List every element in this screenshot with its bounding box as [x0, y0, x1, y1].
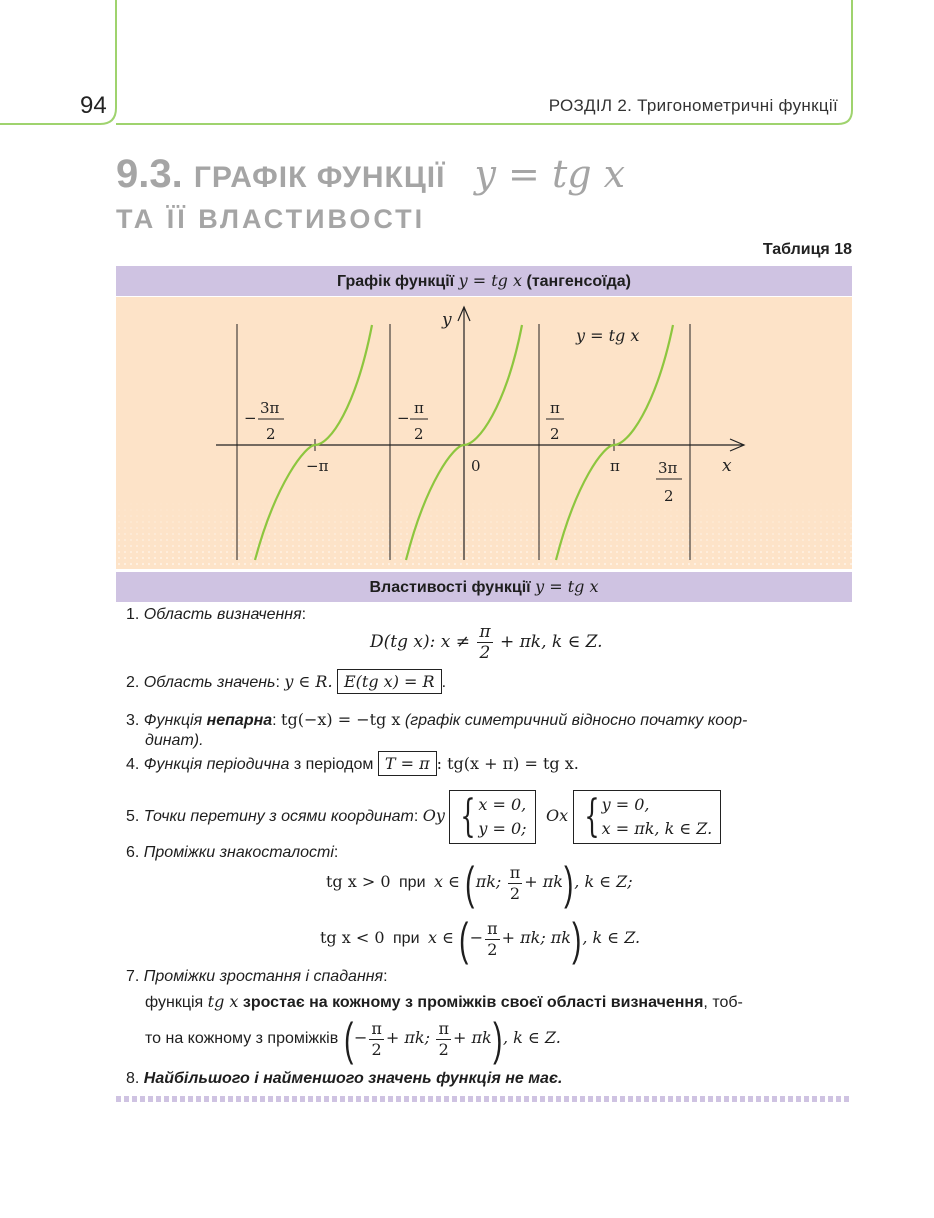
- property-7-number: 7.: [126, 968, 140, 985]
- p6-l2-e: , k ∈ Z.: [582, 928, 641, 948]
- property-6-title: 6. Проміжки знакосталості:: [126, 844, 339, 861]
- p6-l2-d: + πk; πk: [501, 928, 571, 948]
- graph-header-suffix: (тангенсоїда): [526, 273, 631, 290]
- section-subtitle: ТА ЇЇ ВЛАСТИВОСТІ: [116, 204, 426, 234]
- property-6-label: Проміжки знакосталості: [143, 844, 334, 861]
- tick-label-neg-pi: −π: [306, 457, 329, 475]
- p6-l1-den: 2: [509, 883, 521, 903]
- ox-row-1: y = 0,: [601, 795, 650, 814]
- section-title-formula: y = tg x: [474, 152, 626, 196]
- right-paren: ): [492, 1013, 502, 1065]
- p6-l1-in: x ∈: [433, 872, 460, 892]
- property-3-label: Функція: [143, 712, 203, 729]
- p6-l1-e: , k ∈ Z;: [574, 872, 633, 892]
- tick-label-pi: π: [610, 457, 620, 475]
- p1-formula-a: D(tg x): x ≠: [370, 632, 470, 652]
- property-7-line-1: [145, 992, 743, 1012]
- p6-l1-ineq: tg x > 0: [326, 872, 391, 892]
- right-paren: ): [564, 857, 574, 909]
- property-6-number: 6.: [126, 844, 140, 861]
- property-7-label: Проміжки зростання і спадання: [143, 968, 384, 985]
- graph-header: [116, 266, 852, 296]
- p7-l2-c: −: [353, 1028, 368, 1048]
- property-2: 2. Область значень: y ∈ R. E(tg x) = R .: [126, 672, 446, 692]
- brace-icon: {: [460, 791, 477, 842]
- x-axis-label: x: [722, 456, 732, 476]
- p7-l1-bold: зростає на кожному з проміжків своєї області визначення: [242, 994, 704, 1011]
- property-3-formula: tg(−x) = −tg x: [281, 710, 401, 729]
- page-frame: [0, 0, 934, 140]
- p7-l2-den2: 2: [438, 1039, 449, 1059]
- asym-3pi2-den: 2: [664, 487, 674, 505]
- p7-l2-d: + πk: [452, 1028, 492, 1048]
- property-6-line-1: [326, 857, 633, 909]
- asym-pi2-den: 2: [550, 425, 560, 443]
- property-2-formula: y ∈ R.: [284, 672, 333, 691]
- property-2-number: 2.: [126, 674, 140, 691]
- property-5-oy-system: [449, 790, 535, 844]
- p6-l1-pry: при: [399, 874, 426, 892]
- origin-label: 0: [471, 457, 481, 475]
- property-4-boxed: T = π: [378, 751, 437, 776]
- p6-l2-pry: при: [393, 930, 420, 948]
- property-8-number: 8.: [126, 1070, 140, 1087]
- property-7-title: 7. Проміжки зростання і спадання:: [126, 968, 388, 985]
- property-1-formula: [370, 622, 603, 663]
- y-axis-label: y: [442, 310, 452, 330]
- p1-fraction: [477, 622, 492, 663]
- property-1-colon: :: [301, 606, 307, 623]
- ox-row-2: x = πk, k ∈ Z.: [601, 819, 713, 838]
- properties-header: [116, 572, 852, 602]
- property-1-label: Область визначення: [143, 606, 302, 623]
- asym-pi2-num: π: [550, 399, 560, 417]
- asym-neg3pi2-den: 2: [266, 425, 276, 443]
- p7-l1-end: , тоб-: [703, 994, 743, 1011]
- property-1-title: [126, 606, 306, 624]
- graph-dot-texture: [116, 497, 852, 569]
- property-4-formula: : tg(x + π) = tg x.: [436, 754, 579, 773]
- property-5-number: 5.: [126, 808, 140, 826]
- p6-l2-frac: [485, 919, 500, 960]
- property-8-text: Найбільшого і найменшого значень функція не має.: [143, 1070, 563, 1087]
- left-paren: (: [465, 857, 475, 909]
- p6-l2-in: x ∈: [427, 928, 454, 948]
- property-4-label: Функція періодична: [143, 756, 290, 773]
- property-5-ox: Ox: [546, 806, 569, 826]
- property-3-note: (графік симетричний відносно початку коор-: [404, 712, 748, 729]
- p6-l2-num: π: [487, 918, 498, 938]
- property-3: 3. Функція непарна: tg(−x) = −tg x (графік симетричний відносно початку коор-: [126, 710, 748, 729]
- property-3-number: 3.: [126, 712, 140, 729]
- brace-icon: {: [583, 791, 600, 842]
- p6-l2-den: 2: [487, 939, 498, 959]
- p7-l2-num1: π: [371, 1018, 382, 1038]
- table-label: Таблиця 18: [762, 241, 852, 258]
- properties-header-formula: y = tg x: [535, 577, 599, 596]
- p1-formula-b: + πk, k ∈ Z.: [499, 632, 603, 652]
- bottom-rule: [116, 1096, 852, 1102]
- asym-negpi2-den: 2: [414, 425, 424, 443]
- running-head: РОЗДІЛ 2. Тригонометричні функції: [548, 96, 838, 115]
- p1-frac-den: 2: [479, 643, 491, 663]
- asym-negpi2-num: π: [414, 399, 424, 417]
- p7-l2-frac2: [436, 1019, 451, 1060]
- property-4-number: 4.: [126, 756, 140, 773]
- p6-l2-ineq: tg x < 0: [320, 928, 385, 948]
- oy-row-2: y = 0;: [478, 819, 527, 838]
- tangent-graph: [116, 297, 852, 569]
- p6-l1-frac: [508, 863, 523, 904]
- oy-row-1: x = 0,: [478, 795, 527, 814]
- property-4: [126, 754, 579, 774]
- property-5-ox-system: [573, 790, 722, 844]
- property-5-oy: Oy: [422, 806, 445, 826]
- section-title-text: ГРАФІК ФУНКЦІЇ: [193, 161, 446, 194]
- graph-header-formula: y = tg x: [458, 271, 523, 290]
- graph-header-text: Графік функції: [337, 273, 455, 290]
- property-8: [126, 1070, 562, 1088]
- p7-l2-frac1: [369, 1019, 384, 1060]
- p7-l2-mid: + πk;: [385, 1028, 430, 1048]
- right-paren: ): [572, 913, 582, 965]
- property-1-number: 1.: [126, 606, 140, 623]
- property-5-label: Точки перетину з осями координат: [143, 808, 414, 826]
- asym-negpi2-minus: −: [397, 409, 410, 427]
- p7-l1-a: функція: [145, 994, 204, 1011]
- property-3-bold: непарна: [206, 712, 273, 729]
- p7-l2-a: то на кожному з проміжків: [145, 1030, 339, 1048]
- section-title: [116, 152, 625, 197]
- p7-l2-den1: 2: [371, 1039, 382, 1059]
- page-number: 94: [80, 92, 107, 119]
- p7-l2-e: , k ∈ Z.: [502, 1028, 561, 1048]
- property-6-line-2: [320, 913, 641, 965]
- property-2-boxed: E(tg x) = R: [337, 669, 442, 694]
- property-3-note-cont: динат).: [145, 732, 204, 749]
- p6-l1-num: π: [509, 862, 521, 882]
- properties-header-text: Властивості функції: [369, 579, 531, 596]
- asym-neg3pi2-num: 3π: [260, 399, 280, 417]
- left-paren: (: [343, 1013, 353, 1065]
- curve-label: y = tg x: [576, 326, 640, 345]
- asym-3pi2-num: 3π: [658, 459, 678, 477]
- left-paren: (: [459, 913, 469, 965]
- property-5: 5. Точки перетину з осями координат: Oy { x = 0, y = 0; Ox { y = 0, x = πk, k ∈ Z.: [126, 790, 721, 844]
- asym-neg3pi2-minus: −: [244, 409, 257, 427]
- p6-l1-c: πk;: [475, 872, 502, 892]
- p7-l2-num2: π: [438, 1018, 449, 1038]
- p1-frac-num: π: [479, 622, 491, 642]
- section-number: 9.3.: [116, 152, 183, 196]
- p7-l1-f: tg x: [207, 992, 239, 1011]
- p6-l1-d: + πk: [524, 872, 563, 892]
- property-7-line-2: [145, 1013, 561, 1065]
- property-4-text: з періодом: [293, 756, 374, 773]
- property-2-label: Область значень: [143, 674, 276, 691]
- property-2-end: .: [441, 674, 447, 691]
- p6-l2-c: −: [469, 928, 484, 948]
